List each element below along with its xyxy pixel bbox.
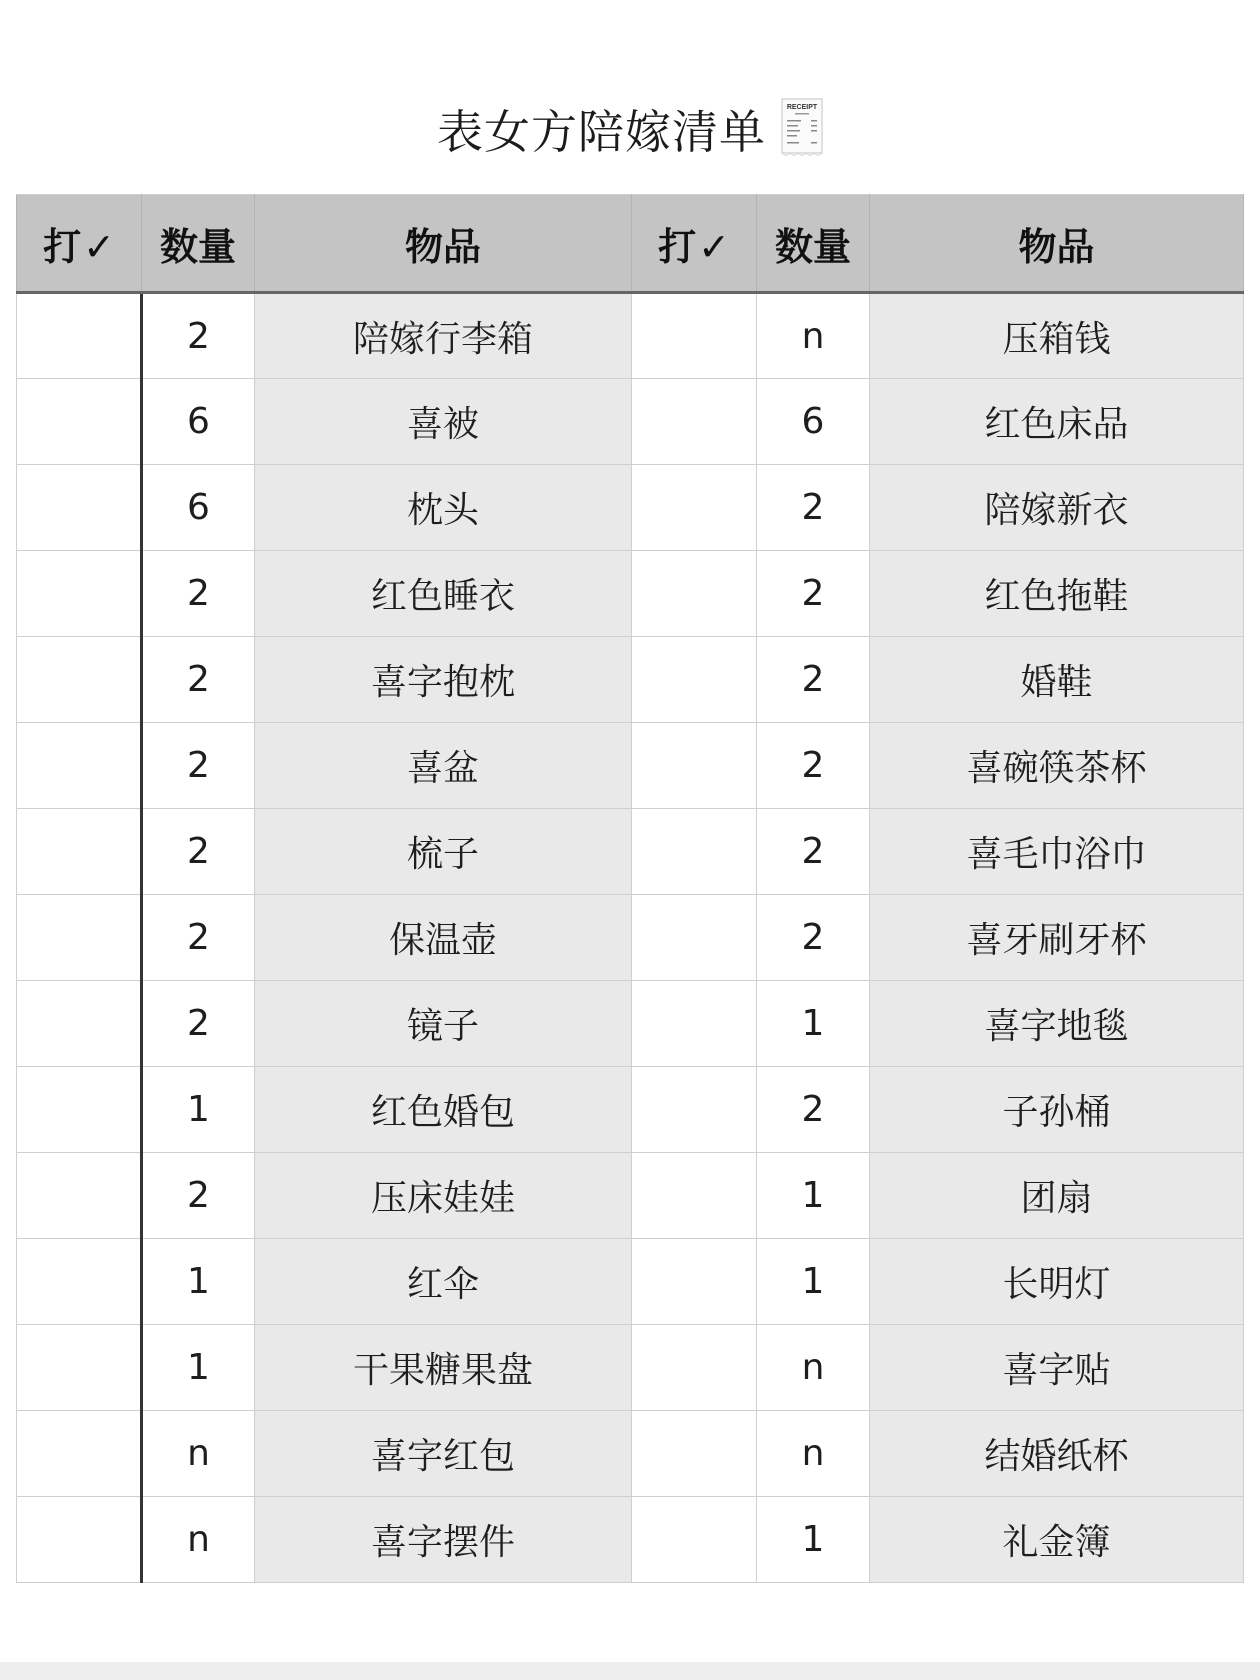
check-cell-right[interactable] xyxy=(632,637,757,723)
item-cell-right: 喜毛巾浴巾 xyxy=(870,809,1244,895)
qty-cell-right: 2 xyxy=(757,465,870,551)
qty-cell-right: 1 xyxy=(757,981,870,1067)
qty-cell-left: 2 xyxy=(142,551,255,637)
header-check-right xyxy=(632,195,757,293)
check-cell-left[interactable] xyxy=(17,465,142,551)
item-cell-right: 子孙桶 xyxy=(870,1067,1244,1153)
dowry-checklist-table xyxy=(16,194,1244,1583)
qty-cell-left: 1 xyxy=(142,1067,255,1153)
check-cell-right[interactable] xyxy=(632,551,757,637)
qty-cell-left: 1 xyxy=(142,1239,255,1325)
qty-cell-right: 2 xyxy=(757,895,870,981)
item-cell-left: 镜子 xyxy=(255,981,632,1067)
qty-cell-right: n xyxy=(757,1411,870,1497)
item-cell-right: 结婚纸杯 xyxy=(870,1411,1244,1497)
check-cell-right[interactable] xyxy=(632,1411,757,1497)
qty-cell-right: n xyxy=(757,1325,870,1411)
qty-cell-left: 6 xyxy=(142,379,255,465)
table-row xyxy=(17,895,1244,981)
header-qty-right: 数量 xyxy=(757,195,870,293)
item-cell-right: 喜牙刷牙杯 xyxy=(870,895,1244,981)
item-cell-right: 婚鞋 xyxy=(870,637,1244,723)
qty-cell-right: 2 xyxy=(757,1067,870,1153)
item-cell-left: 压床娃娃 xyxy=(255,1153,632,1239)
header-check-label: 打 xyxy=(658,224,697,269)
check-cell-left[interactable] xyxy=(17,551,142,637)
check-cell-right[interactable] xyxy=(632,1239,757,1325)
qty-cell-left: 1 xyxy=(142,1325,255,1411)
item-cell-right: 陪嫁新衣 xyxy=(870,465,1244,551)
qty-cell-left: 2 xyxy=(142,723,255,809)
check-cell-left[interactable] xyxy=(17,723,142,809)
table-row xyxy=(17,293,1244,379)
check-cell-left[interactable] xyxy=(17,1239,142,1325)
qty-cell-right: 2 xyxy=(757,551,870,637)
check-cell-left[interactable] xyxy=(17,1411,142,1497)
table-row xyxy=(17,1239,1244,1325)
qty-cell-right: 2 xyxy=(757,637,870,723)
receipt-icon-text: RECEIPT xyxy=(786,104,818,111)
checkmark-icon: ✓ xyxy=(83,224,115,269)
item-cell-left: 红伞 xyxy=(255,1239,632,1325)
check-cell-left[interactable] xyxy=(17,895,142,981)
qty-cell-right: 2 xyxy=(757,809,870,895)
item-cell-right: 长明灯 xyxy=(870,1239,1244,1325)
check-cell-right[interactable] xyxy=(632,1325,757,1411)
item-cell-left: 梳子 xyxy=(255,809,632,895)
check-cell-right[interactable] xyxy=(632,723,757,809)
item-cell-right: 团扇 xyxy=(870,1153,1244,1239)
header-item-right: 物品 xyxy=(870,195,1244,293)
qty-cell-left: n xyxy=(142,1411,255,1497)
item-cell-left: 喜盆 xyxy=(255,723,632,809)
qty-cell-right: n xyxy=(757,293,870,379)
item-cell-left: 干果糖果盘 xyxy=(255,1325,632,1411)
table-row xyxy=(17,809,1244,895)
table-header-row xyxy=(17,195,1244,293)
item-cell-right: 红色拖鞋 xyxy=(870,551,1244,637)
item-cell-left: 保温壶 xyxy=(255,895,632,981)
check-cell-right[interactable] xyxy=(632,293,757,379)
item-cell-right: 礼金簿 xyxy=(870,1497,1244,1583)
table-row xyxy=(17,981,1244,1067)
check-cell-left[interactable] xyxy=(17,809,142,895)
table-row xyxy=(17,1325,1244,1411)
header-item-left: 物品 xyxy=(255,195,632,293)
table-row xyxy=(17,1067,1244,1153)
table-row xyxy=(17,551,1244,637)
qty-cell-left: 2 xyxy=(142,895,255,981)
page-title: 表女方陪嫁清单 xyxy=(436,105,766,159)
check-cell-right[interactable] xyxy=(632,379,757,465)
check-cell-left[interactable] xyxy=(17,379,142,465)
table-row xyxy=(17,1411,1244,1497)
header-check-label: 打 xyxy=(43,224,82,269)
checkmark-icon: ✓ xyxy=(698,224,730,269)
item-cell-left: 枕头 xyxy=(255,465,632,551)
check-cell-right[interactable] xyxy=(632,981,757,1067)
check-cell-right[interactable] xyxy=(632,1067,757,1153)
item-cell-right: 压箱钱 xyxy=(870,293,1244,379)
item-cell-left: 红色婚包 xyxy=(255,1067,632,1153)
qty-cell-right: 1 xyxy=(757,1239,870,1325)
item-cell-left: 喜被 xyxy=(255,379,632,465)
item-cell-right: 喜字地毯 xyxy=(870,981,1244,1067)
check-cell-left[interactable] xyxy=(17,1497,142,1583)
check-cell-right[interactable] xyxy=(632,809,757,895)
check-cell-right[interactable] xyxy=(632,895,757,981)
check-cell-left[interactable] xyxy=(17,1067,142,1153)
check-cell-right[interactable] xyxy=(632,1497,757,1583)
item-cell-left: 喜字摆件 xyxy=(255,1497,632,1583)
check-cell-left[interactable] xyxy=(17,981,142,1067)
item-cell-right: 红色床品 xyxy=(870,379,1244,465)
receipt-icon xyxy=(781,98,823,156)
header-qty-left: 数量 xyxy=(142,195,255,293)
qty-cell-left: 2 xyxy=(142,293,255,379)
item-cell-right: 喜字贴 xyxy=(870,1325,1244,1411)
table-row xyxy=(17,1497,1244,1583)
qty-cell-left: 6 xyxy=(142,465,255,551)
item-cell-left: 喜字抱枕 xyxy=(255,637,632,723)
qty-cell-right: 1 xyxy=(757,1497,870,1583)
item-cell-left: 喜字红包 xyxy=(255,1411,632,1497)
qty-cell-right: 2 xyxy=(757,723,870,809)
qty-cell-left: n xyxy=(142,1497,255,1583)
item-cell-left: 陪嫁行李箱 xyxy=(255,293,632,379)
qty-cell-left: 2 xyxy=(142,809,255,895)
table-row xyxy=(17,465,1244,551)
check-cell-left[interactable] xyxy=(17,1153,142,1239)
table-row xyxy=(17,1153,1244,1239)
item-cell-left: 红色睡衣 xyxy=(255,551,632,637)
table-row xyxy=(17,637,1244,723)
qty-cell-left: 2 xyxy=(142,1153,255,1239)
header-check-left xyxy=(17,195,142,293)
check-cell-right[interactable] xyxy=(632,1153,757,1239)
check-cell-left[interactable] xyxy=(17,637,142,723)
table-row xyxy=(17,379,1244,465)
qty-cell-right: 6 xyxy=(757,379,870,465)
qty-cell-right: 1 xyxy=(757,1153,870,1239)
check-cell-right[interactable] xyxy=(632,465,757,551)
table-row xyxy=(17,723,1244,809)
check-cell-left[interactable] xyxy=(17,1325,142,1411)
check-cell-left[interactable] xyxy=(17,293,142,379)
qty-cell-left: 2 xyxy=(142,637,255,723)
item-cell-right: 喜碗筷茶杯 xyxy=(870,723,1244,809)
bottom-band xyxy=(0,1662,1260,1680)
qty-cell-left: 2 xyxy=(142,981,255,1067)
title-bar xyxy=(0,96,1260,166)
